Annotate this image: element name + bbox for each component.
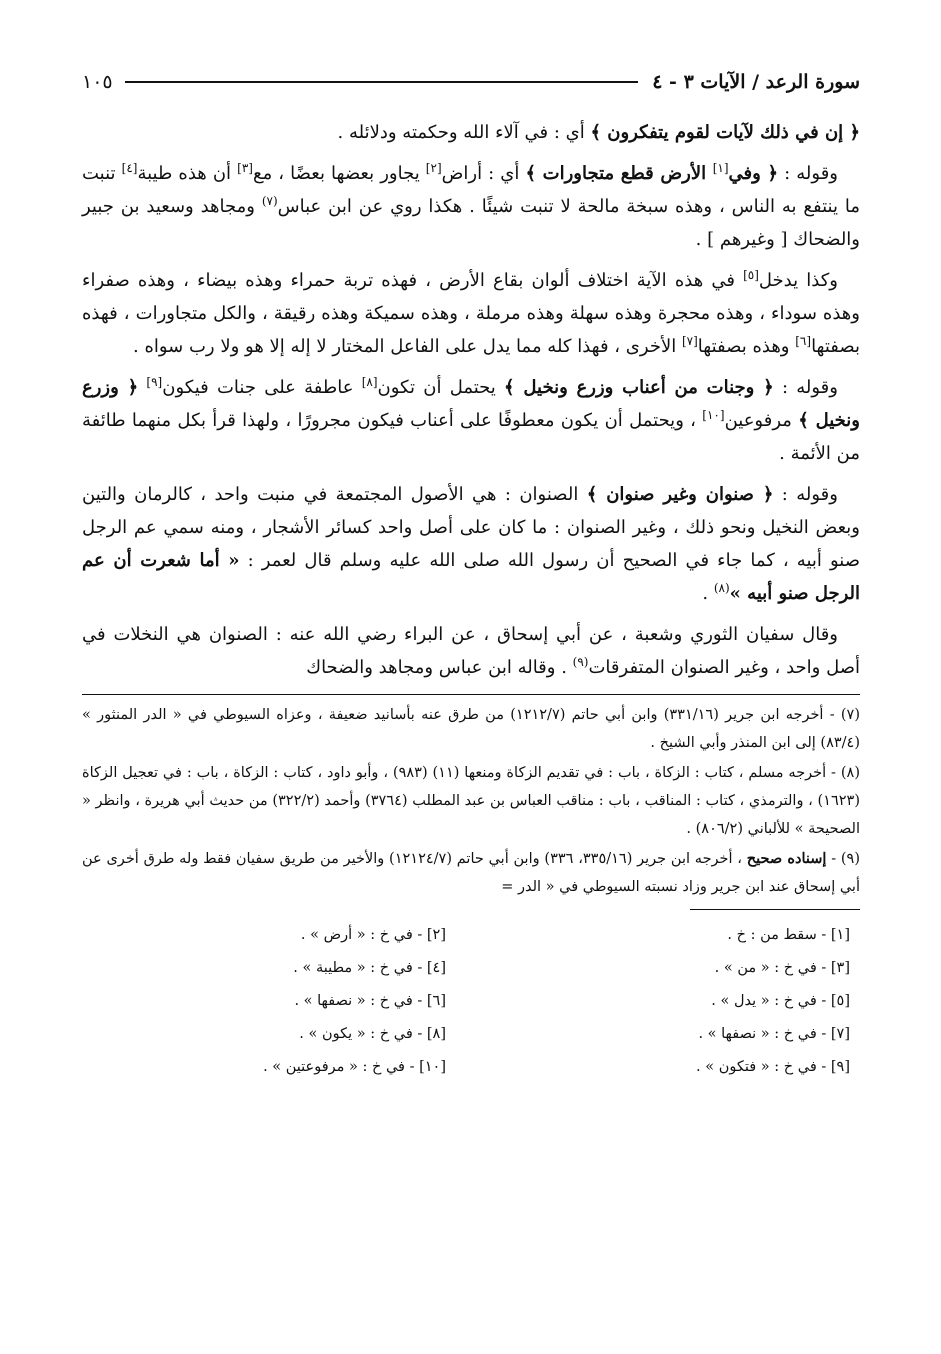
footnote-reference: [٩] [146,375,163,389]
footnote [82,845,860,901]
footnote-reference: [٦] [795,334,812,348]
variant-note: [٦] - في خ : « نصفها » . [294,993,446,1009]
footnote-reference: [٤] [121,161,138,175]
paragraph [82,618,860,684]
text-run: الأخرى ، فهذا كله مما يدل على الفاعل المختار لا إله إلا هو ولا رب سواه . [133,336,682,357]
text-run: أن هذه طيبة [137,163,238,184]
text-run: أي : في آلاء الله وحكمته ودلائله . [337,122,591,143]
text-run: يجاور بعضها بعضًا ، مع [252,163,426,184]
text-run: وكذا يدخل [758,270,838,291]
bold-text: ﴿ وفي [728,163,779,184]
text-run: وقوله : [773,377,838,398]
manuscript-variants [82,922,860,1081]
footnote-reference: [٨] [361,375,378,389]
variant-note: [١٠] - في خ : « مرفوعتين » . [263,1059,446,1075]
variant-note: [٧] - في خ : « نصفها » . [698,1026,850,1042]
bold-text: ﴿ صنوان وغير صنوان ﴾ [586,484,774,505]
text-run: ، أخرجه ابن جرير (٣٣٥/١٦، ٣٣٦) وابن أبي حاتم (١٢١٢٤/٧) والأخير من طريق سفيان فقط وله طرق أخرى عن أبي إسحاق عند ابن جرير وزاد نسبته السيوطي في « الدر = [82,851,860,895]
variant-note: [٢] - في خ : « أرض » . [300,927,446,943]
paragraph [82,157,860,256]
footnote [82,759,860,843]
footnote-reference: [٧] [681,334,698,348]
text-run: (٧) - أخرجه ابن جرير (٣٣١/١٦) وابن أبي حاتم (١٢١٢/٧) من طرق عنه بأسانيد ضعيفة ، وعزاه السيوطي في « الدر المنثور » (٨٣/٤) إلى ابن المنذر وأبي الشيخ . [82,707,860,751]
text-run: (٩) - [826,851,860,867]
main-text [82,116,860,684]
bold-text: ﴿ إن في ذلك لآيات لقوم يتفكرون ﴾ [590,122,860,143]
paragraph [82,478,860,610]
text-run: مرفوعين [724,410,799,431]
paragraph [82,371,860,470]
text-run: وقال سفيان الثوري وشعبة ، عن أبي إسحاق ، عن البراء رضي الله عنه : الصنوان هي النخلات في أصل واحد ، وغير الصنوان المتفرقات [82,624,860,678]
bold-text: ﴿ وجنات من أعناب وزرع ونخيل ﴾ [504,377,774,398]
page-number: ١٠٥ [82,71,113,93]
text-run: . [702,583,714,604]
paragraph [82,116,860,149]
footnote-reference: (٨) [713,581,730,595]
footnote-reference: [٢] [425,161,442,175]
text-run: ومجاهد وسعيد بن جبير والضحاك [ وغيرهم ] . [82,196,860,250]
page-header [82,62,860,102]
footnote-reference: (٩) [572,655,589,669]
variant-note: [٩] - في خ : « فتكون » . [696,1059,850,1075]
running-title: سورة الرعد / الآيات ٣ - ٤ [652,71,860,93]
footnotes-section [82,694,860,901]
text-run: وهذه بصفتها [697,336,796,357]
text-run: عاطفة على جنات فيكون [162,377,362,398]
bold-text: الأرض قطع متجاورات ﴾ [525,163,713,184]
footnote-reference: [١] [712,161,729,175]
text-run: ، ويحتمل أن يكون معطوفًا على أعناب فيكون مجرورًا ، ولهذا قرأ بكل منهما طائفة من الأئمة . [82,410,860,464]
footnote [82,701,860,757]
text-run: . وقاله ابن عباس ومجاهد والضحاك [306,657,573,678]
variant-note: [١] - سقط من : خ . [727,927,850,943]
variant-note: [٣] - في خ : « من » . [714,960,850,976]
bold-text: ﴿ وزرع ونخيل ﴾ [82,377,860,431]
footnote-reference: [٣] [237,161,253,175]
text-run: وقوله : [778,163,838,184]
text-run: وقوله : [773,484,838,505]
header-rule [125,81,639,83]
text-run: في هذه الآية اختلاف ألوان بقاع الأرض ، فهذه تربة حمراء وهذه بيضاء ، وهذه صفراء وهذه سوداء ، وهذه محجرة وهذه سهلة وهذه مرملة ، وهذه سميكة وهذه رقيقة ، والكل متجاورات ، فهذه بصفتها [82,270,860,357]
footnote-reference: [١٠] [702,408,725,422]
paragraph [82,264,860,363]
text-run: الصنوان : هي الأصول المجتمعة في منبت واحد ، كالرمان والتين وبعض النخيل ونحو ذلك ، وغير الصنوان : ما كان على أصل واحد كسائر الأشجار ، ومنه سمي عم الرجل صنو أبيه ، كما جاء في الصحيح أن رسول الله صلى الله عليه وسلم قال لعمر : [82,484,860,571]
text-run: أي : أراض [441,163,526,184]
variant-note: [٥] - في خ : « يدل » . [711,993,850,1009]
text-run: (٨) - أخرجه مسلم ، كتاب : الزكاة ، باب : في تقديم الزكاة ومنعها (١١) (٩٨٣) ، وأبو داود ، كتاب : الزكاة ، باب : في تعجيل الزكاة (١٦٢٣) ، والترمذي ، كتاب : المناقب ، باب : مناقب العباس بن عبد المطلب (٣٧٦٤) وأحمد (٣٢٢/٢) من حديث أبي هريرة ، وانظر « الصحيحة » للألباني (٨٠٦/٢) . [82,765,860,837]
bold-text: إسناده صحيح [746,850,827,867]
book-page [82,62,860,1081]
text-run: يحتمل أن تكون [377,377,505,398]
footnote-reference: [٥] [743,268,759,282]
text-run: تنبت ما ينتفع به الناس ، وهذه سبخة مالحة لا تنبت شيئًا . هكذا روي عن ابن عباس [82,163,860,217]
variant-note: [٨] - في خ : « يكون » . [299,1026,446,1042]
variant-note: [٤] - في خ : « مطيبة » . [293,960,446,976]
bold-text: « أما شعرت أن عم الرجل صنو أبيه » [82,550,860,604]
variants-rule [690,909,860,910]
footnote-reference: (٧) [261,194,278,208]
